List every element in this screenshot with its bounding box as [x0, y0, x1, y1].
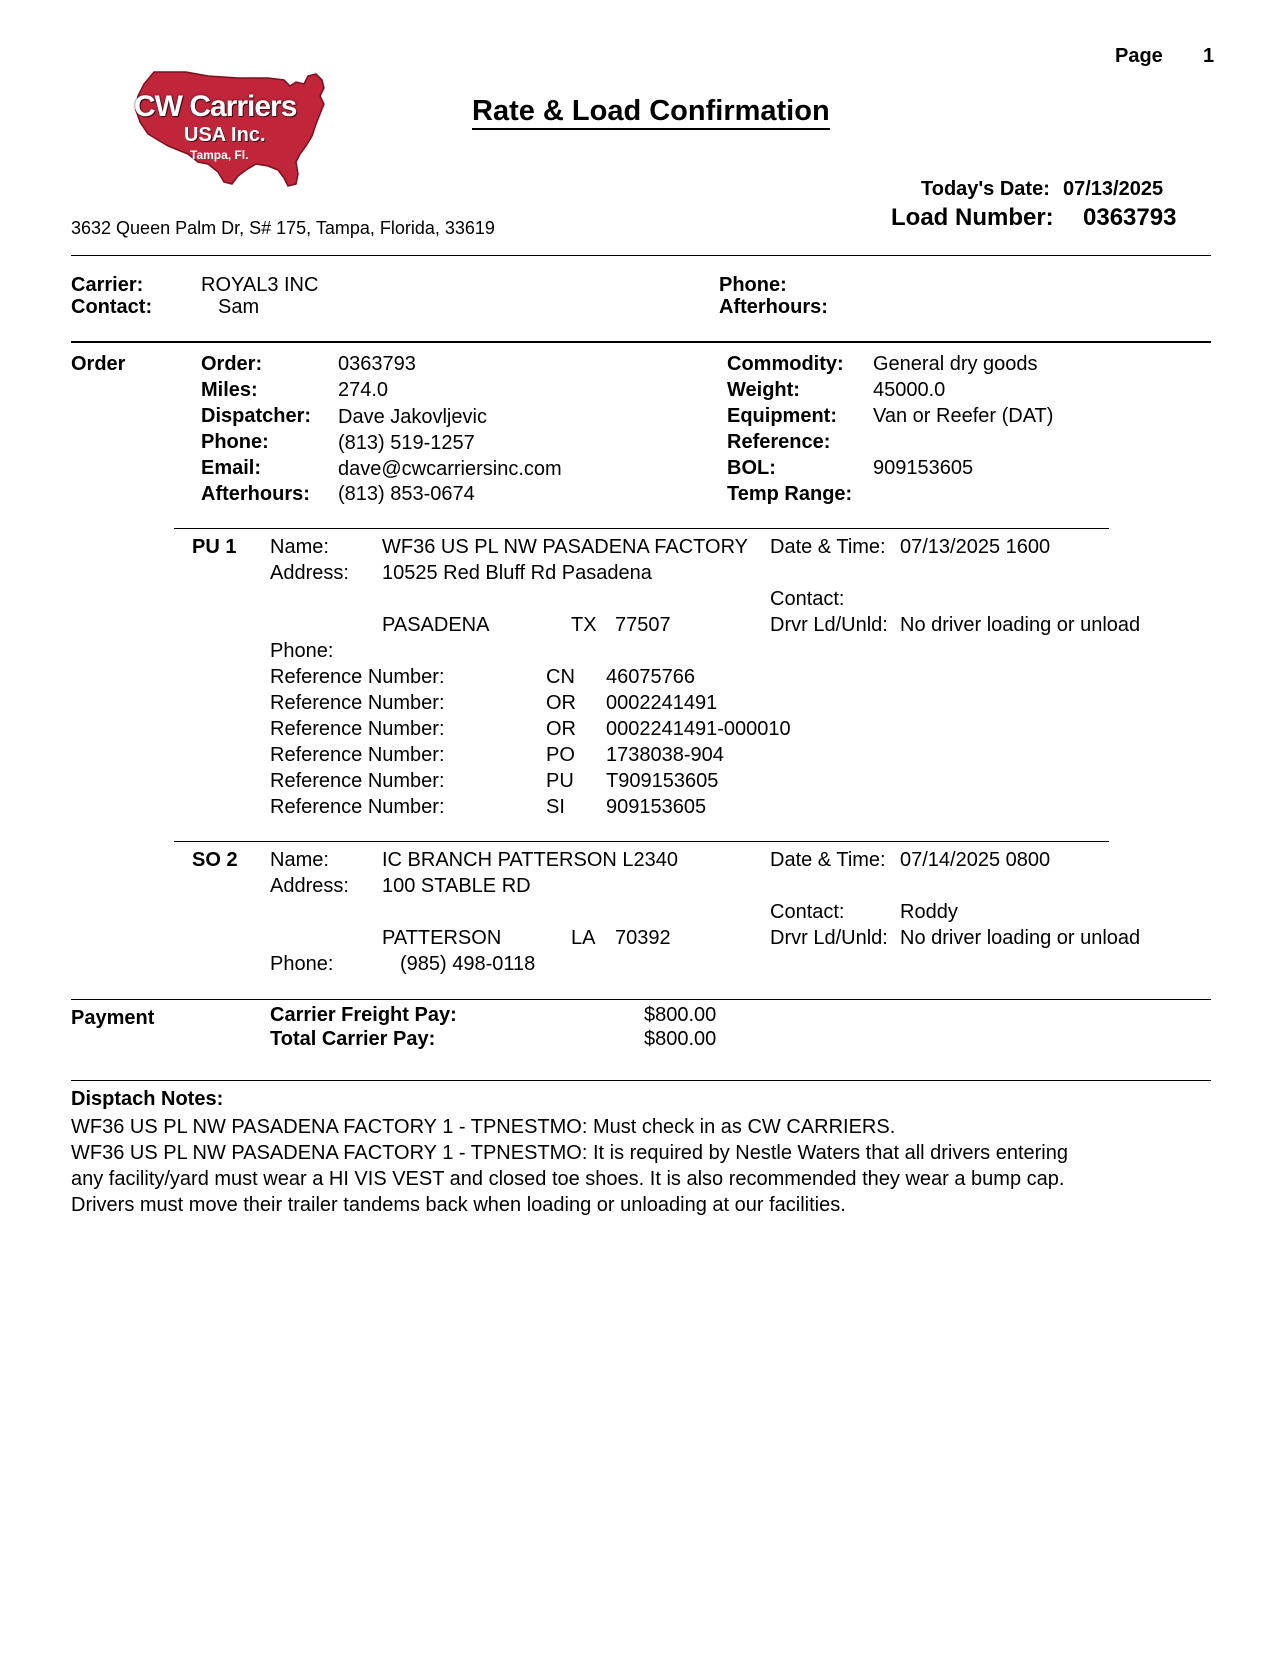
stop-phone-label: Phone:	[270, 953, 334, 975]
stop-name-label: Name:	[270, 536, 329, 558]
reference-value: 909153605	[606, 796, 707, 818]
reference-type: SI	[546, 796, 565, 818]
order-field-label: Order:	[201, 353, 263, 375]
stop-contact: Roddy	[900, 901, 958, 923]
order-field-label: Commodity:	[727, 353, 844, 375]
stop-city: PASADENA	[382, 614, 490, 636]
note-line: any facility/yard must wear a HI VIS VEST and closed toe shoes. It is also recommended they wear a bump cap.	[71, 1168, 1065, 1190]
order-field-label: BOL:	[727, 457, 776, 479]
dispatch-notes	[71, 1114, 1231, 1218]
logo-line1: CW Carriers	[134, 90, 297, 123]
stop-zip: 70392	[615, 927, 671, 949]
freight-pay-value: $800.00	[644, 1004, 717, 1026]
reference-type: CN	[546, 666, 575, 688]
order-field-label: Afterhours:	[201, 483, 310, 505]
reference-type: OR	[546, 718, 576, 740]
divider	[174, 841, 1109, 842]
page-label: Page	[1115, 45, 1163, 67]
logo-line3: Tampa, Fl.	[190, 148, 249, 162]
stop-contact-label: Contact:	[770, 901, 845, 923]
order-field-label: Phone:	[201, 431, 269, 453]
reference-value: T909153605	[606, 770, 719, 792]
reference-value: 0002241491	[606, 692, 718, 714]
stop-drvr: No driver loading or unload	[900, 927, 1141, 949]
reference-label: Reference Number:	[270, 692, 445, 714]
company-address: 3632 Queen Palm Dr, S# 175, Tampa, Florida, 33619	[71, 218, 495, 238]
order-field-value: (813) 853-0674	[338, 483, 475, 505]
stop-zip: 77507	[615, 614, 671, 636]
order-field-value: (813) 519-1257	[338, 432, 475, 454]
note-line: Drivers must move their trailer tandems back when loading or unloading at our facilities.	[71, 1194, 846, 1216]
order-field-value: Dave Jakovljevic	[338, 406, 487, 428]
stop-datetime-label: Date & Time:	[770, 536, 886, 558]
contact-value: Sam	[218, 296, 260, 318]
stop-phone: (985) 498-0118	[400, 953, 536, 975]
order-field-value: 45000.0	[873, 379, 946, 401]
reference-type: PO	[546, 744, 575, 766]
order-field-value: 909153605	[873, 457, 974, 479]
order-field-label: Reference:	[727, 431, 831, 453]
reference-label: Reference Number:	[270, 718, 445, 740]
divider	[71, 1080, 1211, 1081]
order-field-label: Miles:	[201, 379, 258, 401]
order-field-label: Temp Range:	[727, 483, 853, 505]
stop-datetime: 07/13/2025 1600	[900, 536, 1051, 558]
page-title-text: Rate & Load Confirmation	[472, 95, 830, 130]
reference-label: Reference Number:	[270, 744, 445, 766]
stop-address: 10525 Red Bluff Rd Pasadena	[382, 562, 652, 584]
payment-section-label: Payment	[71, 1007, 155, 1029]
carrier-afterhours-label: Afterhours:	[719, 296, 828, 318]
stop-datetime-label: Date & Time:	[770, 849, 886, 871]
order-field-label: Dispatcher:	[201, 405, 312, 427]
order-field-label: Weight:	[727, 379, 800, 401]
stop-name-label: Name:	[270, 849, 329, 871]
order-field-value: Van or Reefer (DAT)	[873, 405, 1054, 427]
reference-type: PU	[546, 770, 574, 792]
load-number: 0363793	[1083, 204, 1177, 231]
stop-drvr-label: Drvr Ld/Unld:	[770, 927, 888, 949]
stop-address-label: Address:	[270, 562, 349, 584]
stop-phone-label: Phone:	[270, 640, 334, 662]
order-field-label: Email:	[201, 457, 262, 479]
total-pay-value: $800.00	[644, 1028, 717, 1050]
order-field-value: dave@cwcarriersinc.com	[338, 458, 562, 480]
company-logo	[128, 66, 328, 194]
divider	[71, 341, 1211, 343]
stop-city: PATTERSON	[382, 927, 502, 949]
reference-label: Reference Number:	[270, 666, 445, 688]
reference-label: Reference Number:	[270, 770, 445, 792]
order-field-label: Equipment:	[727, 405, 837, 427]
page-number: 1	[1203, 45, 1215, 67]
carrier-phone-label: Phone:	[719, 274, 787, 296]
total-pay-label: Total Carrier Pay:	[270, 1028, 436, 1050]
freight-pay-label: Carrier Freight Pay:	[270, 1004, 457, 1026]
order-field-value: 274.0	[338, 379, 389, 401]
note-line: WF36 US PL NW PASADENA FACTORY 1 - TPNESTMO: It is required by Nestle Waters that all drivers entering	[71, 1142, 1068, 1164]
reference-type: OR	[546, 692, 576, 714]
divider	[71, 255, 1211, 256]
logo-line2: USA Inc.	[184, 124, 266, 146]
stop-state: TX	[571, 614, 597, 636]
todays-date-label: Today's Date:	[921, 178, 1050, 200]
todays-date: 07/13/2025	[1063, 178, 1164, 200]
stop-state: LA	[571, 927, 596, 949]
page-title	[472, 95, 830, 128]
divider	[174, 528, 1109, 529]
reference-value: 1738038-904	[606, 744, 724, 766]
order-field-value: General dry goods	[873, 353, 1038, 375]
carrier-label: Carrier:	[71, 274, 144, 296]
note-line: WF36 US PL NW PASADENA FACTORY 1 - TPNESTMO: Must check in as CW CARRIERS.	[71, 1116, 896, 1138]
stop-address: 100 STABLE RD	[382, 875, 531, 897]
stop-drvr-label: Drvr Ld/Unld:	[770, 614, 888, 636]
contact-label: Contact:	[71, 296, 153, 318]
load-number-label: Load Number:	[891, 204, 1054, 231]
order-field-value: 0363793	[338, 353, 416, 375]
stop-contact-label: Contact:	[770, 588, 845, 610]
reference-value: 0002241491-000010	[606, 718, 791, 740]
carrier-value: ROYAL3 INC	[201, 274, 319, 296]
reference-value: 46075766	[606, 666, 695, 688]
stop-datetime: 07/14/2025 0800	[900, 849, 1051, 871]
divider	[71, 999, 1211, 1000]
stop-name: IC BRANCH PATTERSON L2340	[382, 849, 679, 871]
stop-drvr: No driver loading or unload	[900, 614, 1141, 636]
reference-label: Reference Number:	[270, 796, 445, 818]
stop-code: SO 2	[192, 849, 238, 871]
stop-code: PU 1	[192, 536, 237, 558]
stop-name: WF36 US PL NW PASADENA FACTORY	[382, 536, 749, 558]
stop-address-label: Address:	[270, 875, 349, 897]
order-section-label: Order	[71, 353, 126, 375]
notes-title: Disptach Notes:	[71, 1088, 224, 1110]
